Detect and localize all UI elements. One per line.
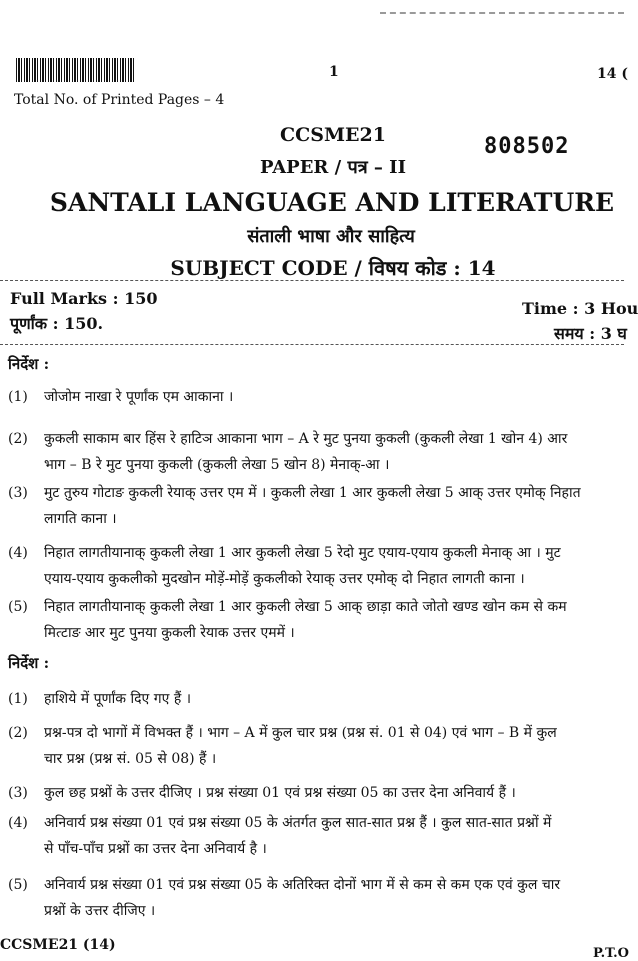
hindi-instructions-heading: निर्देश : — [8, 654, 50, 672]
instruction-line: अनिवार्य प्रश्न संख्या 01 एवं प्रश्न संख्या 05 के अतिरिक्त दोनों भाग में से कम से कम एक एवं कुल चार — [44, 877, 561, 893]
instruction-number: (3) — [8, 485, 28, 501]
divider-middle — [0, 344, 624, 345]
instruction-line: हाशिये में पूर्णांक दिए गए हैं । — [44, 691, 192, 707]
santali-instructions-heading: निर्देश : — [8, 355, 50, 373]
footer-pto: P.T.O — [593, 946, 629, 961]
instruction-line: भाग – B रे मुट पुनया कुकली (कुकली लेखा 5 खोन 8) मेनाक्-आ । — [44, 457, 390, 473]
barcode — [16, 58, 134, 82]
instruction-line: कुल छह प्रश्नों के उत्तर दीजिए । प्रश्न संख्या 01 एवं प्रश्न संख्या 05 का उत्तर देना अनिवार्य हैं । — [44, 785, 516, 801]
right-paper-code: 14 ( — [597, 66, 628, 82]
serial-number: 808502 — [484, 134, 570, 159]
instruction-number: (1) — [8, 389, 28, 405]
time-allowed: Time : 3 Hou — [522, 299, 638, 318]
instruction-line: निहात लागतीयानाक् कुकली लेखा 1 आर कुकली लेखा 5 आक् छाड़ा काते जोतो खण्ड खोन कम से कम — [44, 599, 567, 615]
instruction-line: कुकली साकाम बार हिंस रे हाटिञ आकाना भाग – A रे मुट पुनया कुकली (कुकली लेखा 1 खोन 4) आर — [44, 431, 568, 447]
instruction-line: मुट तुरुय गोटाङ कुकली रेयाक् उत्तर एम में । कुकली लेखा 1 आर कुकली लेखा 5 आक् उत्तर एमोक् निहात — [44, 485, 581, 501]
full-marks-hindi: पूर्णांक : 150. — [10, 314, 104, 333]
instruction-line: जोजोम नाखा रे पूर्णांक एम आकाना । — [44, 389, 234, 405]
footer-paper-code: CCSME21 (14) — [0, 937, 116, 953]
instruction-number: (2) — [8, 725, 28, 741]
instruction-number: (5) — [8, 877, 28, 893]
instruction-line: मित्टाङ आर मुट पुनया कुकली रेयाक उत्तर एममें । — [44, 625, 295, 641]
instruction-line: अनिवार्य प्रश्न संख्या 01 एवं प्रश्न संख्या 05 के अंतर्गत कुल सात-सात प्रश्न हैं । कुल सात-सात प्रश्नों में — [44, 815, 552, 831]
instruction-number: (1) — [8, 691, 28, 707]
subject-code: SUBJECT CODE / विषय कोड : 14 — [170, 256, 496, 280]
paper-number: PAPER / पत्र – II — [259, 157, 407, 178]
instruction-number: (5) — [8, 599, 28, 615]
instruction-number: (4) — [8, 815, 28, 831]
instruction-number: (2) — [8, 431, 28, 447]
instruction-line: लागति काना । — [44, 511, 117, 527]
instruction-line: प्रश्नों के उत्तर दीजिए । — [44, 903, 156, 919]
instruction-number: (4) — [8, 545, 28, 561]
total-printed-pages: Total No. of Printed Pages – 4 — [14, 92, 225, 108]
time-allowed-hindi: समय : 3 घ — [554, 324, 627, 343]
instruction-number: (3) — [8, 785, 28, 801]
divider-top — [0, 280, 624, 281]
page-number: 1 — [329, 64, 339, 80]
full-marks: Full Marks : 150 — [10, 289, 158, 308]
instruction-line: प्रश्न-पत्र दो भागों में विभक्त हैं । भाग – A में कुल चार प्रश्न (प्रश्न सं. 01 से 04) एवं भाग – B में कुल — [44, 725, 557, 741]
instruction-line: निहात लागतीयानाक् कुकली लेखा 1 आर कुकली लेखा 5 रेदो मुट एयाय-एयाय कुकली मेनाक् आ । मुट — [44, 545, 561, 561]
exam-code: CCSME21 — [280, 124, 386, 146]
subject-title-hindi: संताली भाषा और साहित्य — [247, 226, 415, 247]
instruction-line: से पाँच-पाँच प्रश्नों का उत्तर देना अनिवार्य है । — [44, 841, 267, 857]
instruction-line: एयाय-एयाय कुकलीको मुदखोन मोड़ें-मोड़ें कुकलीको रेयाक् उत्तर एमोक् दो निहात लागती काना । — [44, 571, 525, 587]
top-dashed-line — [380, 12, 624, 14]
instruction-line: चार प्रश्न (प्रश्न सं. 05 से 08) हैं । — [44, 751, 217, 767]
subject-title: SANTALI LANGUAGE AND LITERATURE — [49, 188, 615, 217]
